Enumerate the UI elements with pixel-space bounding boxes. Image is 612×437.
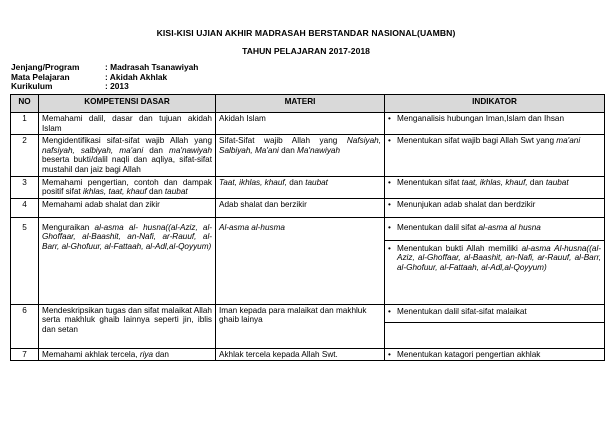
- row-materi: Al-asma al-husma: [216, 217, 385, 304]
- bullet-icon: •: [388, 243, 391, 253]
- bullet-icon: •: [388, 199, 391, 209]
- row-no: 7: [11, 348, 39, 361]
- document-year: TAHUN PELAJARAN 2017-2018: [242, 46, 370, 56]
- bullet-icon: •: [388, 349, 391, 359]
- bullet-icon: •: [388, 114, 391, 123]
- row-materi: Sifat-Sifat wajib Allah yang Nafsiyah, Salbiyah, Ma'ani dan Ma'nawiyah: [216, 135, 385, 176]
- bullet-icon: •: [388, 177, 391, 187]
- row-materi: Iman kepada para malaikat dan makhluk ghaib lainya: [216, 304, 385, 348]
- meta-value: : Akidah Akhlak: [105, 71, 168, 82]
- row-materi: Akhlak tercela kepada Allah Swt.: [216, 348, 385, 361]
- indikator-text: Menganalisis hubungan Iman,Islam dan Ihsan: [397, 114, 565, 123]
- table-row: [11, 304, 605, 348]
- table-row: [11, 135, 605, 176]
- indikator-text: Menentukan sifat taat, ikhlas, khauf, dan taubat: [397, 177, 569, 187]
- row-no: 3: [11, 176, 39, 198]
- kisi-kisi-table: [10, 94, 605, 361]
- row-indikator: [385, 304, 605, 348]
- indikator-text: Menunjukan adab shalat dan berdzikir: [397, 199, 536, 209]
- table-row: [11, 348, 605, 361]
- document-meta: [11, 63, 198, 92]
- bullet-icon: •: [388, 136, 391, 146]
- bullet-icon: •: [388, 222, 391, 232]
- bullet-icon: •: [388, 306, 391, 316]
- row-no: 4: [11, 198, 39, 217]
- document-title: KISI-KISI UJIAN AKHIR MADRASAH BERSTANDAR NASIONAL(UAMBN): [156, 28, 456, 38]
- table-row: [11, 198, 605, 217]
- row-no: 5: [11, 217, 39, 304]
- row-kompetensi: Mendeskripsikan tugas dan sifat malaikat Allah serta makhluk ghaib lainnya seperti jin, iblis dan setan: [39, 304, 216, 348]
- table-row: [11, 113, 605, 135]
- table-header-row: [11, 95, 605, 113]
- row-indikator: [385, 198, 605, 217]
- header-materi: MATERI: [216, 95, 385, 113]
- row-indikator: [385, 217, 605, 304]
- row-kompetensi: Mengidentifikasi sifat-sifat wajib Allah yang nafsiyah, salbiyah, ma'ani dan ma'nawiyah beserta bukti/dalil naqli dan aqliya, sifat-sifat mustahil dan jaiz bagi Allah: [39, 135, 216, 176]
- row-kompetensi: Menguraikan al-asma al- husna((al-Aziz, al-Ghoffaar, al-Baashit, an-Nafi, ar-Rauuf, al-Barr, al-Ghofuur, al-Fattaah, al-Adl,al-Qoyyum): [39, 217, 216, 304]
- row-no: 1: [11, 113, 39, 135]
- row-no: 2: [11, 135, 39, 176]
- row-no: 6: [11, 304, 39, 348]
- row-kompetensi: Memahami adab shalat dan zikir: [39, 198, 216, 217]
- row-kompetensi: Memahami akhlak tercela, riya dan: [39, 348, 216, 361]
- indikator-text: Menentukan bukti Allah memiliki al-asma Al-husna((al-Aziz, al-Ghoffaar, al-Baashit, an-Nafi, ar-Rauuf, al-Barr, al-Ghofuur, al-Fattaah, al-Adl,al-Qoyyum): [397, 243, 601, 272]
- header-indikator: INDIKATOR: [385, 95, 605, 113]
- header-kompetensi-dasar: KOMPETENSI DASAR: [39, 95, 216, 113]
- meta-key: Mata Pelajaran: [11, 71, 70, 82]
- meta-key: Kurikulum: [11, 81, 53, 91]
- row-materi: Taat, ikhlas, khauf, dan taubat: [216, 176, 385, 198]
- meta-key: Jenjang/Program: [11, 62, 80, 72]
- row-kompetensi: Memahami pengertian, contoh dan dampak positif sifat ikhlas, taat, khauf dan taubat: [39, 176, 216, 198]
- indikator-text: Menentukan sifat wajib bagi Allah Swt yang ma'ani: [397, 136, 581, 146]
- meta-row: [11, 82, 198, 92]
- row-indikator: [385, 113, 605, 135]
- indikator-text: Menentukan dalil sifat al-asma al husna: [397, 222, 541, 232]
- indikator-text: Menentukan dalil sifat-sifat malaikat: [397, 306, 527, 316]
- row-indikator: [385, 135, 605, 176]
- table-row: [11, 217, 605, 304]
- indikator-text: Menentukan katagori pengertian akhlak: [397, 349, 541, 359]
- header-no: NO: [11, 95, 39, 113]
- meta-value: : Madrasah Tsanawiyah: [105, 62, 199, 72]
- row-materi: Akidah Islam: [216, 113, 385, 135]
- row-indikator: [385, 348, 605, 361]
- table-row: [11, 176, 605, 198]
- meta-value: : 2013: [105, 81, 129, 91]
- row-materi: Adab shalat dan berzikir: [216, 198, 385, 217]
- row-indikator: [385, 176, 605, 198]
- row-kompetensi: Memahami dalil, dasar dan tujuan akidah Islam: [39, 113, 216, 135]
